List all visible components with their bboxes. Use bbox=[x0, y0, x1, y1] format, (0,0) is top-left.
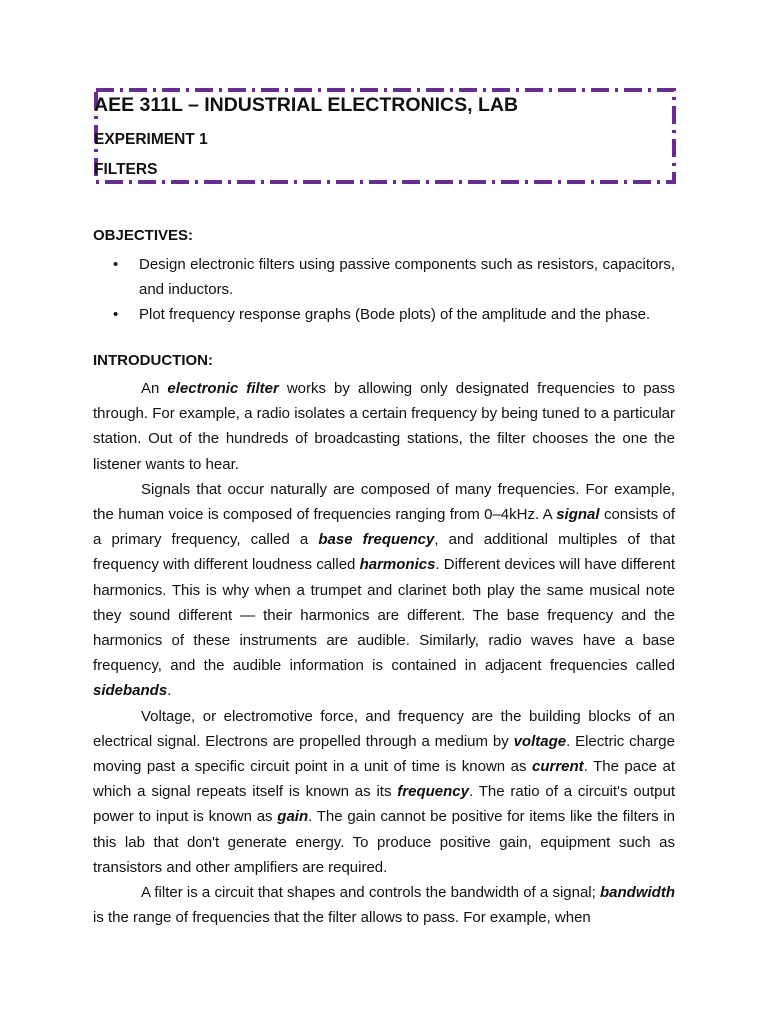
paragraph bbox=[93, 376, 675, 477]
term-emphasis: gain bbox=[277, 808, 309, 826]
experiment-number: EXPERIMENT 1 bbox=[94, 131, 208, 148]
bullet-icon: • bbox=[113, 256, 119, 273]
text-run: . The ratio of a circuit's output power to input is known as bbox=[93, 783, 675, 826]
term-emphasis: signal bbox=[556, 506, 600, 524]
list-item bbox=[93, 252, 675, 302]
text-run: . The pace at which a signal repeats itself is known as its bbox=[93, 758, 675, 801]
text-run: works by allowing only designated frequencies to pass through. For example, a radio isolates a certain frequency by being tuned to a particular station. Out of the hundreds of broadcasting stations, the filter chooses the one the listener wants to hear. bbox=[93, 380, 675, 473]
term-emphasis: electronic filter bbox=[167, 380, 279, 397]
text-run: consists of a primary frequency, called a bbox=[93, 506, 675, 549]
introduction-heading: INTRODUCTION: bbox=[93, 352, 213, 369]
term-emphasis: base frequency bbox=[318, 531, 435, 549]
objective-text: Plot frequency response graphs (Bode plots) of the amplitude and the phase. bbox=[139, 306, 651, 323]
objective-text: Design electronic filters using passive components such as resistors, capacitors, and inductors. bbox=[139, 256, 675, 298]
text-run: An bbox=[141, 380, 168, 397]
term-emphasis: voltage bbox=[513, 732, 567, 750]
objectives-heading: OBJECTIVES: bbox=[93, 227, 194, 244]
paragraph bbox=[93, 477, 675, 704]
text-run: . Different devices will have different harmonics. This is why when a trumpet and clarinet both play the same musical note they sound different — their harmonics are different. The base frequency and the harmonics of these instruments are audible. Similarly, radio waves have a base frequency, and the audible information is contained in adjacent frequencies called bbox=[93, 556, 675, 675]
text-run: . Electric charge moving past a specific circuit point in a unit of time is known as bbox=[93, 732, 675, 776]
text-run: , and additional multiples of that frequency with different loudness called bbox=[93, 531, 676, 574]
document-body bbox=[93, 226, 675, 930]
text-run: . The gain cannot be positive for items like the filters in this lab that don't generate energy. To produce positive gain, equipment such as transistors and other amplifiers are required. bbox=[93, 808, 675, 876]
text-run: is the range of frequencies that the filter allows to pass. For example, when bbox=[93, 909, 591, 927]
paragraph bbox=[93, 880, 675, 930]
text-run: . bbox=[167, 682, 172, 700]
term-emphasis: bandwidth bbox=[600, 884, 675, 902]
text-run: A filter is a circuit that shapes and controls the bandwidth of a signal; bbox=[141, 884, 600, 902]
term-emphasis: sidebands bbox=[93, 682, 168, 700]
list-item bbox=[93, 302, 675, 327]
bullet-icon: • bbox=[113, 306, 119, 323]
objectives-list bbox=[93, 252, 675, 327]
text-run: Signals that occur naturally are composed of many frequencies. For example, the human voice is composed of frequencies ranging from 0–4kHz. A bbox=[93, 480, 675, 524]
text-run: Voltage, or electromotive force, and frequency are the building blocks of an electrical signal. Electrons are propelled through a medium by bbox=[93, 707, 675, 750]
paragraph bbox=[93, 704, 675, 880]
experiment-subtitle: FILTERS bbox=[94, 161, 158, 178]
title-box bbox=[94, 88, 676, 184]
course-title: AEE 311L – INDUSTRIAL ELECTRONICS, LAB bbox=[94, 94, 519, 116]
term-emphasis: current bbox=[531, 758, 584, 776]
term-emphasis: harmonics bbox=[359, 556, 436, 574]
term-emphasis: frequency bbox=[397, 783, 469, 801]
